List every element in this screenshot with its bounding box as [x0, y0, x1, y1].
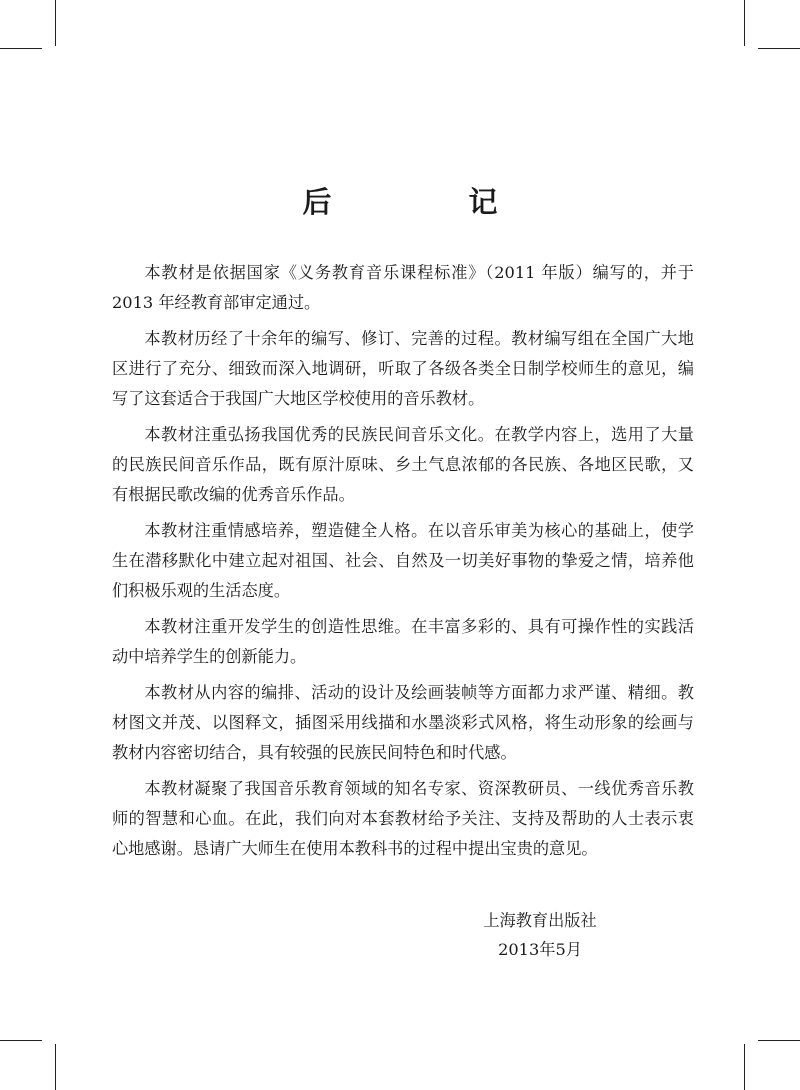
page-title: 后 记: [302, 185, 552, 219]
paragraph: 本教材从内容的编排、活动的设计及绘画装帧等方面都力求严谨、精细。教材图文并茂、以图释文，插图采用线描和水墨淡彩式风格，将生动形象的绘画与教材内容密切结合，具有较强的民族民间特色和时代感。: [112, 683, 694, 762]
afterword-body: [112, 258, 694, 870]
crop-mark-top-left-vertical: [55, 0, 56, 46]
paragraph: 本教材注重弘扬我国优秀的民族民间音乐文化。在教学内容上，选用了大量的民族民间音乐作品，既有原汁原味、乡土气息浓郁的各民族、各地区民歌，又有根据民歌改编的优秀音乐作品。: [112, 425, 694, 504]
paragraph: 本教材历经了十余年的编写、修订、完善的过程。教材编写组在全国广大地区进行了充分、细致而深入地调研，听取了各级各类全日制学校师生的意见，编写了这套适合于我国广大地区学校使用的音乐教材。: [112, 329, 694, 408]
signature-block: [470, 906, 610, 964]
crop-mark-top-right-horizontal: [758, 48, 800, 49]
crop-mark-top-left-horizontal: [0, 48, 42, 49]
paragraph: 本教材注重情感培养，塑造健全人格。在以音乐审美为核心的基础上，使学生在潜移默化中建立起对祖国、社会、自然及一切美好事物的挚爱之情，培养他们积极乐观的生活态度。: [112, 521, 694, 600]
publication-date: 2013年5月: [498, 940, 582, 959]
paragraph: 本教材注重开发学生的创造性思维。在丰富多彩的、具有可操作性的实践活动中培养学生的创新能力。: [112, 617, 694, 666]
paragraph: 本教材是依据国家《义务教育音乐课程标准》（2011 年版）编写的，并于 2013 年经教育部审定通过。: [112, 263, 694, 312]
paragraph: 本教材凝聚了我国音乐教育领域的知名专家、资深教研员、一线优秀音乐教师的智慧和心血。在此，我们向对本套教材给予关注、支持及帮助的人士表示衷心地感谢。恳请广大师生在使用本教科书的过程中提出宝贵的意见。: [112, 779, 694, 858]
crop-mark-bottom-left-horizontal: [0, 1040, 42, 1041]
crop-mark-bottom-right-vertical: [744, 1044, 745, 1090]
crop-mark-top-right-vertical: [744, 0, 745, 46]
crop-mark-bottom-right-horizontal: [758, 1040, 800, 1041]
publisher-name: 上海教育出版社: [483, 911, 597, 930]
crop-mark-bottom-left-vertical: [55, 1044, 56, 1090]
